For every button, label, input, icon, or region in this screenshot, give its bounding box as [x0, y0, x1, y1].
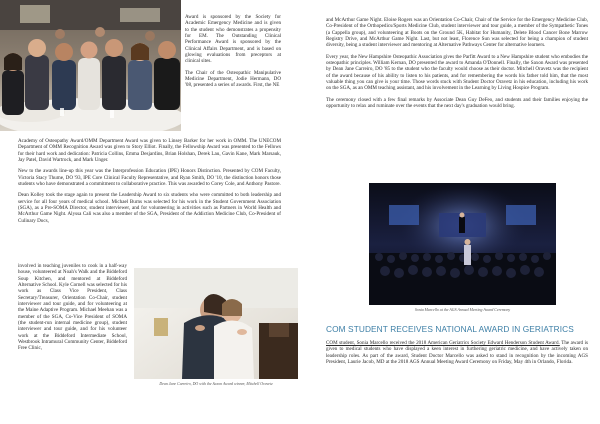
banquet-photo [0, 0, 181, 131]
saxon-award-photo [134, 268, 298, 379]
omm-awards-paragraph: Academy of Osteopathy Award/OMM Department Award was given to Linsey Barker for her work in OMM. The UNECOM Department of OMM Recognition Award was given to Story Elliot. Finally, the Fellowship Award was presented to the Fellows for their hard work and dedication: Patricia Collins, Emma Desjardins, Brian Holshan, Derek Lau, Gavin Kane, Mark Marsauk, Jay Patel, David Wartrock, and Mark Unger. [18, 138, 281, 164]
geriatrics-rest-text: The award is given to medical students who have displayed a keen interest in furthering geriatric medicine, and have actively taken on leadership roles. As part of the award, Student Doctor Marcello was asked to stand in recognition by the incoming AGS President, Laurie Jacob, MD at the 2018 AGS Annual Meeting Award Ceremony on Friday, May 4th in Orlando, Florida. [326, 340, 588, 366]
ipe-honors-paragraph: New to the awards line-up this year was the Interprofession Education (IPE) Honors Distinction. Presented by COM Faculty, Victoria Stacy Thume, DO '93, IPE Core Clinical Faculty Representative, and Ryan Smith, DO '10, the distinction honors those students who have demonstrated a commitment to collaborative practice. This was awarded to Corey Cole, and Anthony Pastore. [18, 168, 281, 188]
ags-photo-caption: Sonia Marcello at the AGS Annual Meeting Award Ceremony [414, 308, 511, 312]
leadership-continued-text [18, 263, 127, 357]
geriatrics-award-paragraph [326, 340, 588, 365]
omm-chair-paragraph: The Chair of the Osteopathic Manipulative Medicine Department, Jodie Hermann, DO '08, presented a series of awards. First, the NE [185, 69, 281, 89]
right-page [300, 0, 600, 424]
leadership-continued-paragraph: involved in teaching juveniles to cook in a half-way house, volunteered at Noah's Walk and the Biddeford Soup Kitchen, and mentored at Biddeford Alternative School. Kyle Cornell was selected for his work as Class Vice President, Class Secretary/Treasurer, Orientation Co-Chair, student interviewer and tour guide, and for volunteering at the Maine Adaptive Program. Michael Meehan was a member of the SGA, Co-Vice President of SOMA (the student-run internal medicine group), student interviewer and tour guide, and for his volunteer work at the Biddeford Intermediate School, Westbrook Intramural Community Center, Biddeford Free Clinic, [18, 263, 127, 352]
leadership-final-paragraph: and McArthur Game Night. Eloise Rogers was an Orientation Co-Chair, Chair of the Service for the Emergency Medicine Club, Co-President of the Orthopedics/Sports Medicine Club, student interviewer and tour guide, a member of the Sympathetic Tones (a Cappella group), and volunteering at Boots on the Ground 5K, Habitat for Humanity, Delete Blood Cancer Bone Marrow Registry Drive, and McArthur Game Night. Last, but not least, Florence Sun was selected for being a champion of student diversity, being a student interviewer and mentoring at Alternative Pathways Center for alternative learners. [326, 17, 588, 49]
left-body-text [18, 138, 281, 229]
right-body-text [326, 17, 588, 114]
geriatrics-lead-sentence: COM student, Sonia Marcello received the 2018 American Geriatrics Society Edward Henderson Student Award. [326, 340, 560, 346]
closing-paragraph: The ceremony closed with a few final remarks by Associate Dean Guy DeFeo, and students and their families enjoying the opportunity to relax and ruminate over the events that the next day's graduation would bring. [326, 96, 588, 110]
emergency-award-paragraph: Award is sponsored by the Society for Academic Emergency Medicine and is given to the student who demonstrates a propensity for EM. The Outstanding Clinical Performance Award is sponsored by the Clinical Affairs Department, and is based on glowing evaluations from preceptors at clinical sites. [185, 14, 281, 65]
geriatrics-award-heading: COM STUDENT RECEIVES NATIONAL AWARD IN GERIATRICS [326, 324, 574, 334]
parfitt-saxon-paragraph: Every year, the New Hampshire Osteopathic Association gives the Parfitt Award to a New Hampshire student who embodies the osteopathic principles. William Kernan, DO presented the award to Amanda O'Donnell. Finally, the Saxon Award was presented by Dean Jane Carreiro, DO '85 to the student who the faculty would choose as their doctor. Mitchell Oravetz was the recipient of the award because of his ability to listen to his patients, and for remembering the words his father told him, that the most valuable thing you can give is your time. Those words stuck with Student Doctor Oravetz in his education, including his work on the SGA, as an OMM teaching assistant, and his involvement in the Learning by Living Hospice Program. [326, 53, 588, 92]
ags-ceremony-photo-graphic [369, 183, 556, 305]
banquet-photo-graphic [0, 0, 181, 131]
geriatrics-award-text [326, 340, 588, 365]
intro-award-text [185, 14, 281, 94]
ags-ceremony-photo [369, 183, 556, 305]
saxon-award-photo-graphic [134, 268, 298, 379]
saxon-photo-caption: Dean Jane Carreiro, DO with the Saxon Award winner, Mitchell Oravetz [159, 382, 273, 386]
leadership-award-paragraph: Dean Kolley took the stage again to present the Leadership Award to six students who were committed to both leadership and service for all four years of medical school. Michael Burns was selected for his work in the Student Government Association (SGA), as a Pre-SOMA Director, student interviewer, and for volunteering in activities such as Partners in World Health and McArthur Game Night. Alyssa Cali was also a member of the SGA, President of the Addiction Medicine Club, Co-President of Culinary Docs, [18, 192, 281, 224]
